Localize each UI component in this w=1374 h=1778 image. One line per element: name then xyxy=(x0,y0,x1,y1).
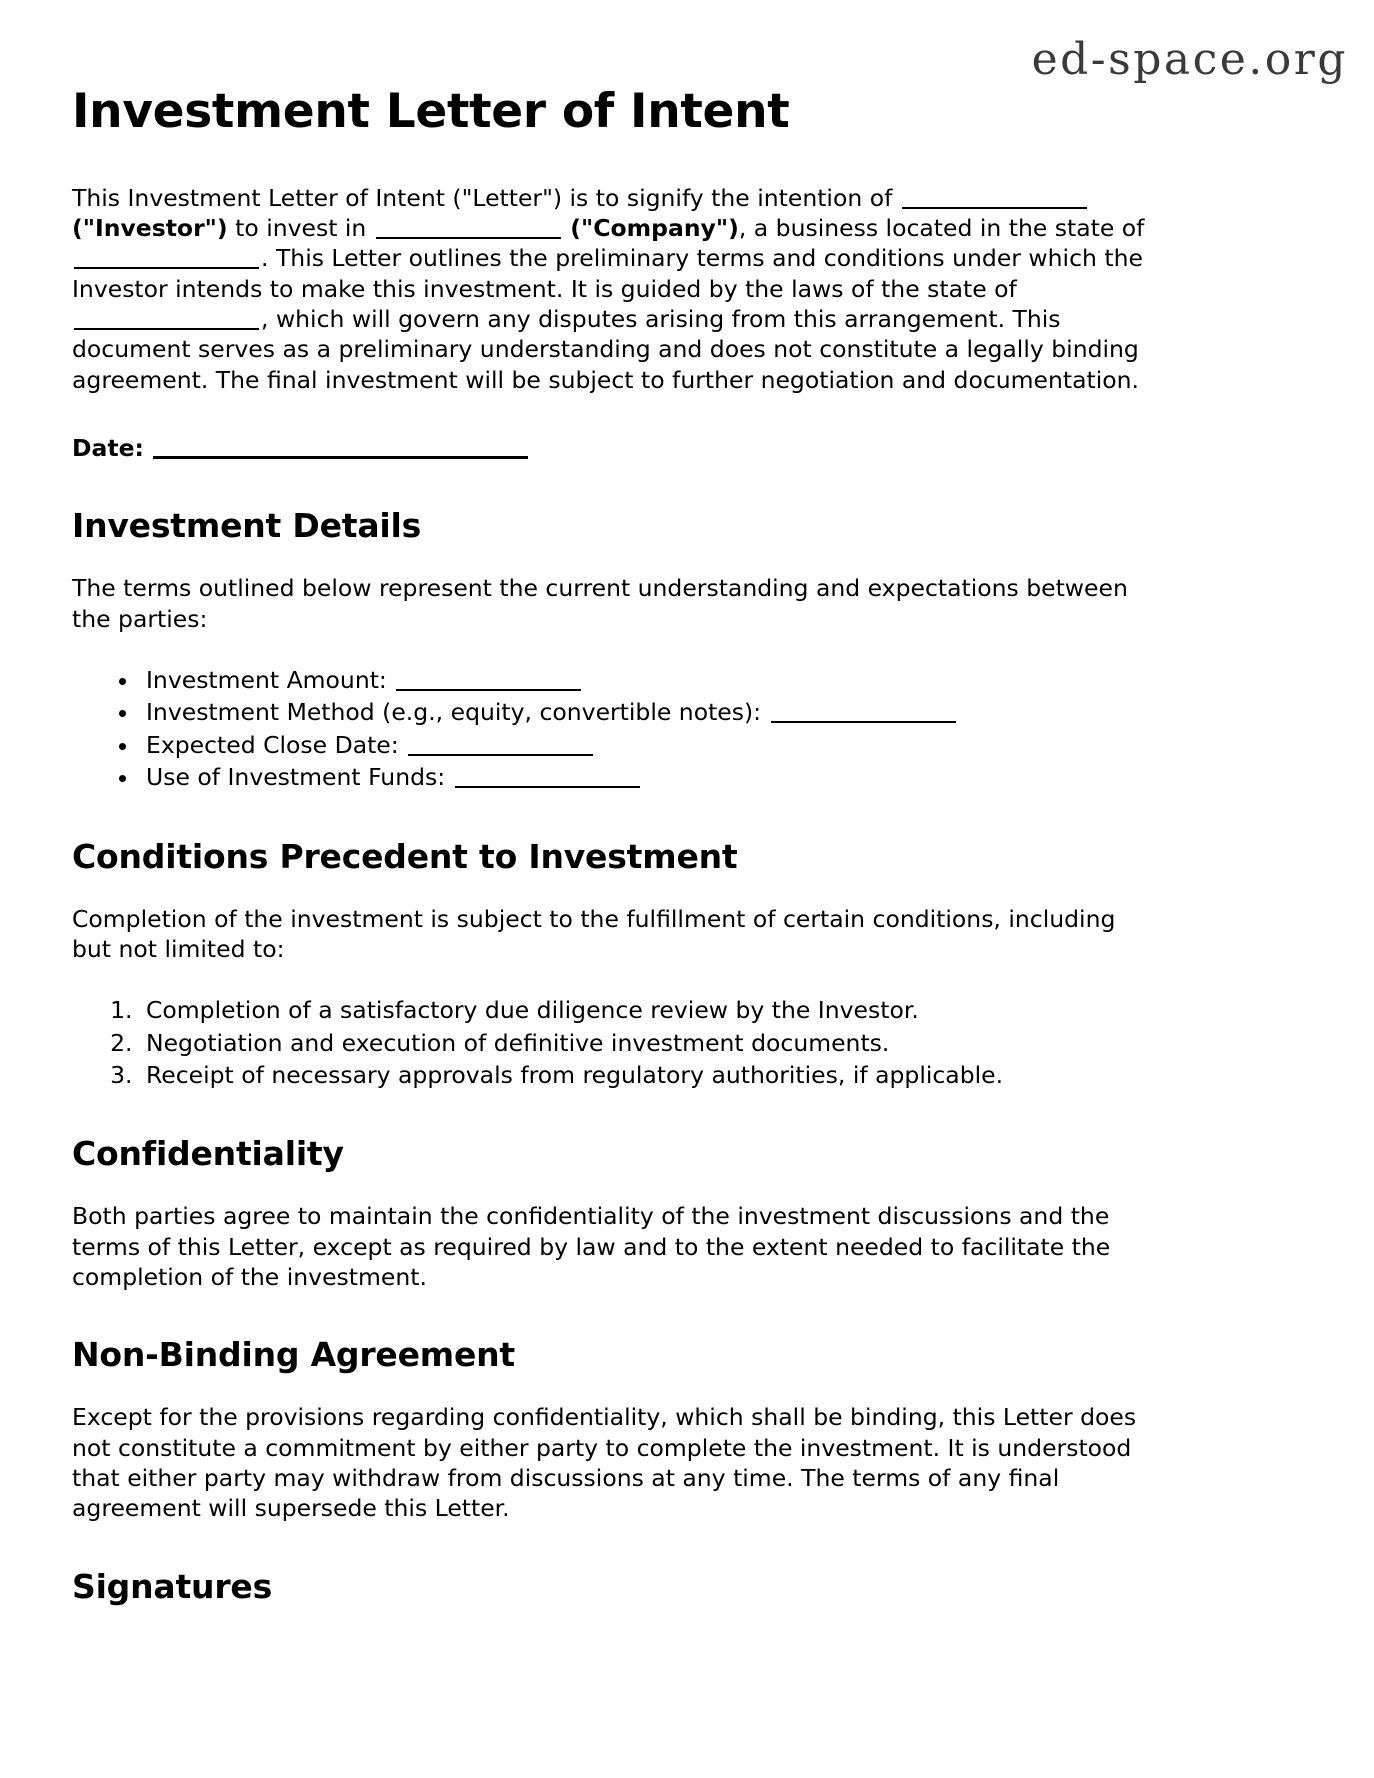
document-content xyxy=(72,86,1157,1633)
section-heading-signatures: Signatures xyxy=(72,1566,273,1606)
investment-amount-blank[interactable] xyxy=(396,689,581,691)
intro-segment-3: , a business located in the state of xyxy=(738,213,1145,242)
company-state-blank[interactable] xyxy=(74,267,259,269)
expected-close-date-blank[interactable] xyxy=(408,754,593,756)
list-item xyxy=(140,761,1157,793)
intro-paragraph xyxy=(72,183,1157,395)
list-item xyxy=(140,664,1157,696)
list-item: 3. Receipt of necessary approvals from regulatory authorities, if applicable. xyxy=(140,1059,1157,1091)
intro-segment-4: . This Letter outlines the preliminary terms and conditions under which the Investor intends to make this investment. It is guided by the laws of the state of xyxy=(72,244,1143,303)
intro-segment-5: , which will govern any disputes arising from this arrangement. This document serves as a preliminary understanding and does not constitute a legally binding agreement. The final investment will be subject to further negotiation and documentation. xyxy=(72,304,1139,394)
section-heading-non-binding-agreement: Non-Binding Agreement xyxy=(72,1335,516,1375)
company-label: ("Company") xyxy=(570,213,739,242)
bullet-label-investment-method: Investment Method (e.g., equity, convertible notes): xyxy=(146,698,762,727)
investor-name-blank[interactable] xyxy=(902,207,1087,209)
list-item: 2. Negotiation and execution of definitive investment documents. xyxy=(140,1027,1157,1059)
investment-details-list xyxy=(72,664,1157,794)
governing-state-blank[interactable] xyxy=(74,328,259,330)
company-name-blank[interactable] xyxy=(376,237,561,239)
conditions-precedent-intro: Completion of the investment is subject to the fulfillment of certain conditions, including but not limited to: xyxy=(72,904,1116,963)
list-item: 1. Completion of a satisfactory due diligence review by the Investor. xyxy=(140,994,1157,1026)
section-heading-conditions-precedent: Conditions Precedent to Investment xyxy=(72,836,738,876)
date-line xyxy=(72,433,1157,464)
investor-label: ("Investor") xyxy=(72,213,228,242)
conditions-precedent-list xyxy=(72,994,1157,1091)
date-label: Date: xyxy=(72,433,144,462)
section-heading-confidentiality: Confidentiality xyxy=(72,1134,344,1174)
intro-segment-2: to invest in xyxy=(227,213,374,242)
page-title: Investment Letter of Intent xyxy=(72,84,790,139)
bullet-label-investment-amount: Investment Amount: xyxy=(146,665,387,694)
bullet-label-expected-close-date: Expected Close Date: xyxy=(146,730,399,759)
intro-segment-1: This Investment Letter of Intent ("Letter") is to signify the intention of xyxy=(72,183,900,212)
list-item xyxy=(140,696,1157,728)
use-of-funds-blank[interactable] xyxy=(455,786,640,788)
site-watermark: ed-space.org xyxy=(1031,34,1348,85)
section-heading-investment-details: Investment Details xyxy=(72,506,422,546)
non-binding-agreement-body: Except for the provisions regarding confidentiality, which shall be binding, this Letter does not constitute a commitment by either party to complete the investment. It is understood that either party may withdraw from discussions at any time. The terms of any final agreement will supersede this Letter. xyxy=(72,1403,1137,1523)
confidentiality-body: Both parties agree to maintain the confidentiality of the investment discussions and the terms of this Letter, except as required by law and to the extent needed to facilitate the completion of the investment. xyxy=(72,1202,1111,1291)
bullet-label-use-of-funds: Use of Investment Funds: xyxy=(146,763,446,792)
investment-method-blank[interactable] xyxy=(771,721,956,723)
investment-details-intro: The terms outlined below represent the current understanding and expectations between the parties: xyxy=(72,574,1128,633)
list-item xyxy=(140,729,1157,761)
date-blank[interactable] xyxy=(153,456,528,459)
